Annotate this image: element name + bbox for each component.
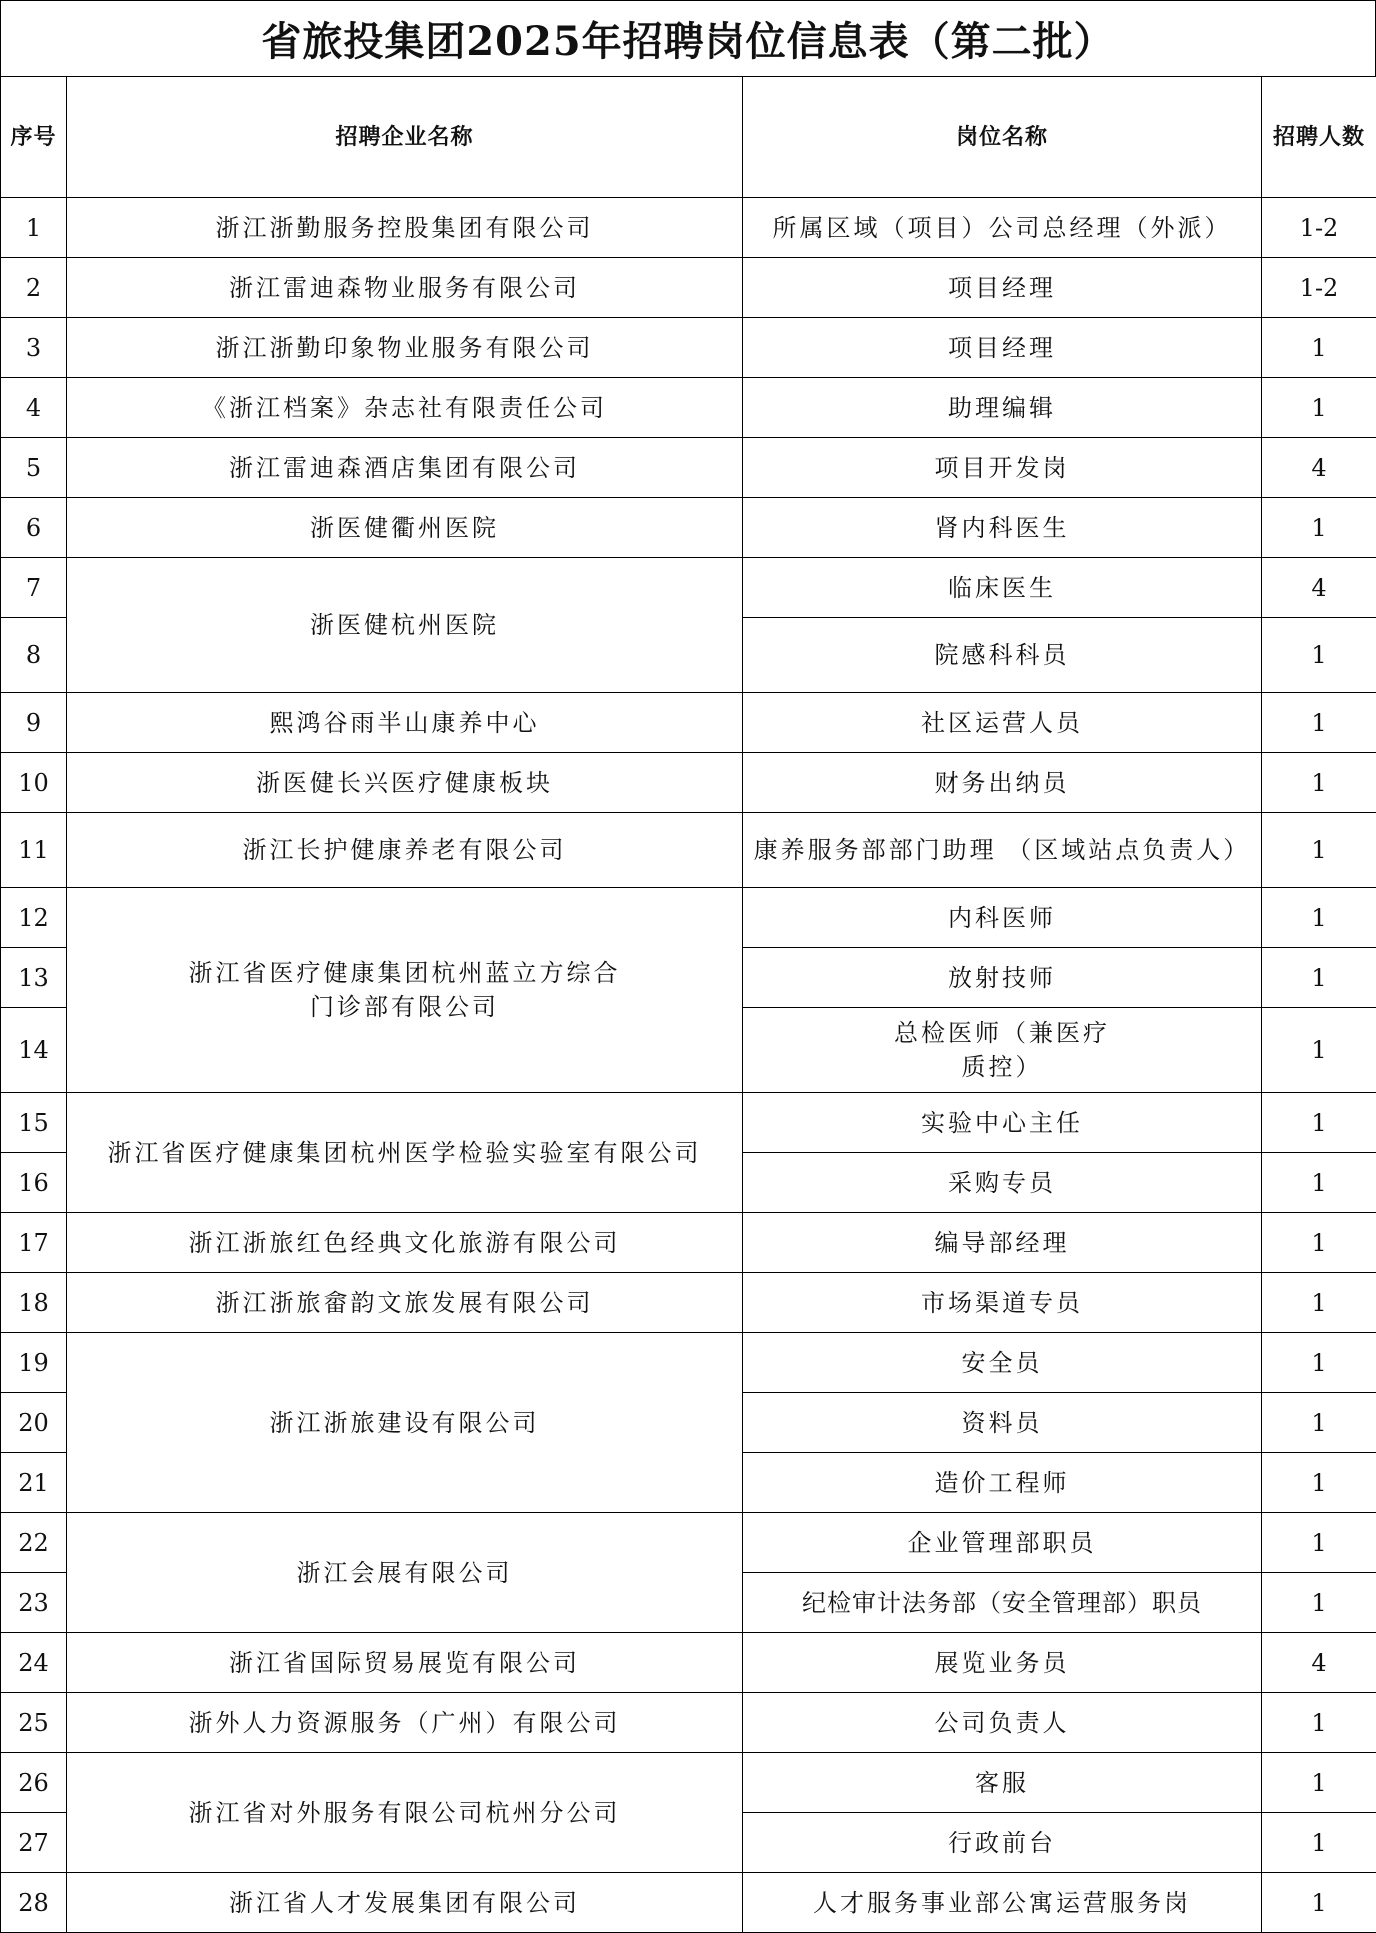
row-count: 1-2 [1262, 198, 1376, 258]
row-position: 助理编辑 [743, 378, 1262, 438]
row-count: 4 [1262, 1633, 1376, 1693]
row-count: 1 [1262, 948, 1376, 1008]
row-seq: 11 [1, 813, 67, 888]
row-company: 浙江浙旅红色经典文化旅游有限公司 [67, 1213, 743, 1273]
row-count: 1 [1262, 753, 1376, 813]
row-position: 实验中心主任 [743, 1093, 1262, 1153]
row-count: 1 [1262, 498, 1376, 558]
row-seq: 9 [1, 693, 67, 753]
table-row [1, 1213, 1376, 1273]
table-row [1, 198, 1376, 258]
row-position: 放射技师 [743, 948, 1262, 1008]
table-row [1, 378, 1376, 438]
row-count: 1 [1262, 1213, 1376, 1273]
row-seq: 13 [1, 948, 67, 1008]
row-company: 浙江浙勤服务控股集团有限公司 [67, 198, 743, 258]
header-count: 招聘人数 [1262, 77, 1376, 198]
row-position: 所属区域（项目）公司总经理（外派） [743, 198, 1262, 258]
row-position: 客服 [743, 1753, 1262, 1813]
table-row [1, 498, 1376, 558]
row-count: 1 [1262, 1153, 1376, 1213]
row-count: 1 [1262, 1333, 1376, 1393]
row-count: 1 [1262, 1273, 1376, 1333]
row-position: 企业管理部职员 [743, 1513, 1262, 1573]
row-seq: 24 [1, 1633, 67, 1693]
row-count: 1 [1262, 1393, 1376, 1453]
row-company: 熙鸿谷雨半山康养中心 [67, 693, 743, 753]
row-position: 安全员 [743, 1333, 1262, 1393]
row-seq: 4 [1, 378, 67, 438]
table-row [1, 258, 1376, 318]
row-position: 财务出纳员 [743, 753, 1262, 813]
row-company: 浙江长护健康养老有限公司 [67, 813, 743, 888]
row-position: 内科医师 [743, 888, 1262, 948]
row-company: 浙江会展有限公司 [67, 1513, 743, 1633]
row-company: 浙江雷迪森物业服务有限公司 [67, 258, 743, 318]
row-company: 浙医健衢州医院 [67, 498, 743, 558]
row-seq: 17 [1, 1213, 67, 1273]
row-company: 浙江浙旅建设有限公司 [67, 1333, 743, 1513]
row-count: 1 [1262, 1873, 1376, 1933]
row-position: 展览业务员 [743, 1633, 1262, 1693]
row-count: 1-2 [1262, 258, 1376, 318]
table-row [1, 813, 1376, 888]
row-seq: 7 [1, 558, 67, 618]
table-row [1, 318, 1376, 378]
row-position: 行政前台 [743, 1813, 1262, 1873]
row-seq: 25 [1, 1693, 67, 1753]
table-row [1, 1693, 1376, 1753]
table-row [1, 753, 1376, 813]
row-seq: 19 [1, 1333, 67, 1393]
table-row [1, 1333, 1376, 1393]
row-company: 浙江省人才发展集团有限公司 [67, 1873, 743, 1933]
row-position: 资料员 [743, 1393, 1262, 1453]
header-company: 招聘企业名称 [67, 77, 743, 198]
row-company: 浙江省医疗健康集团杭州医学检验实验室有限公司 [67, 1093, 743, 1213]
row-seq: 18 [1, 1273, 67, 1333]
row-seq: 5 [1, 438, 67, 498]
row-count: 1 [1262, 1513, 1376, 1573]
row-company: 浙江省国际贸易展览有限公司 [67, 1633, 743, 1693]
table-row [1, 558, 1376, 618]
row-company: 浙外人力资源服务（广州）有限公司 [67, 1693, 743, 1753]
row-position: 项目开发岗 [743, 438, 1262, 498]
row-position: 社区运营人员 [743, 693, 1262, 753]
header-position: 岗位名称 [743, 77, 1262, 198]
table-row [1, 1513, 1376, 1573]
page-title: 省旅投集团2025年招聘岗位信息表（第二批） [0, 0, 1376, 76]
table-row [1, 1273, 1376, 1333]
row-position: 人才服务事业部公寓运营服务岗 [743, 1873, 1262, 1933]
row-count: 4 [1262, 438, 1376, 498]
row-position: 院感科科员 [743, 618, 1262, 693]
table-row [1, 438, 1376, 498]
table-row [1, 1873, 1376, 1933]
row-seq: 27 [1, 1813, 67, 1873]
row-seq: 20 [1, 1393, 67, 1453]
row-count: 1 [1262, 693, 1376, 753]
row-count: 1 [1262, 1693, 1376, 1753]
row-company: 浙江省对外服务有限公司杭州分公司 [67, 1753, 743, 1873]
row-count: 4 [1262, 558, 1376, 618]
row-seq: 16 [1, 1153, 67, 1213]
row-count: 1 [1262, 618, 1376, 693]
header-seq: 序号 [1, 77, 67, 198]
table-row [1, 1633, 1376, 1693]
row-count: 1 [1262, 813, 1376, 888]
row-position: 编导部经理 [743, 1213, 1262, 1273]
row-count: 1 [1262, 1573, 1376, 1633]
table-row [1, 888, 1376, 948]
row-company: 浙江省医疗健康集团杭州蓝立方综合门诊部有限公司 [67, 888, 743, 1093]
row-count: 1 [1262, 1453, 1376, 1513]
row-seq: 14 [1, 1008, 67, 1093]
row-company: 浙江雷迪森酒店集团有限公司 [67, 438, 743, 498]
row-position: 市场渠道专员 [743, 1273, 1262, 1333]
row-count: 1 [1262, 378, 1376, 438]
row-seq: 28 [1, 1873, 67, 1933]
row-seq: 10 [1, 753, 67, 813]
header-row [1, 77, 1376, 198]
table-row [1, 1753, 1376, 1813]
row-seq: 22 [1, 1513, 67, 1573]
row-position: 项目经理 [743, 318, 1262, 378]
row-count: 1 [1262, 318, 1376, 378]
row-company: 浙江浙勤印象物业服务有限公司 [67, 318, 743, 378]
row-company: 浙医健长兴医疗健康板块 [67, 753, 743, 813]
row-count: 1 [1262, 1093, 1376, 1153]
row-seq: 23 [1, 1573, 67, 1633]
row-seq: 15 [1, 1093, 67, 1153]
table-row [1, 693, 1376, 753]
row-position: 纪检审计法务部（安全管理部）职员 [743, 1573, 1262, 1633]
positions-table [0, 76, 1376, 1933]
row-seq: 1 [1, 198, 67, 258]
row-seq: 6 [1, 498, 67, 558]
table-row [1, 1093, 1376, 1153]
row-position: 临床医生 [743, 558, 1262, 618]
row-company: 浙医健杭州医院 [67, 558, 743, 693]
row-company: 《浙江档案》杂志社有限责任公司 [67, 378, 743, 438]
row-position: 造价工程师 [743, 1453, 1262, 1513]
row-position: 康养服务部部门助理 （区域站点负责人） [743, 813, 1262, 888]
row-seq: 8 [1, 618, 67, 693]
row-count: 1 [1262, 1008, 1376, 1093]
row-seq: 21 [1, 1453, 67, 1513]
row-seq: 26 [1, 1753, 67, 1813]
row-count: 1 [1262, 1813, 1376, 1873]
row-position: 公司负责人 [743, 1693, 1262, 1753]
row-seq: 12 [1, 888, 67, 948]
row-position: 采购专员 [743, 1153, 1262, 1213]
row-count: 1 [1262, 888, 1376, 948]
row-count: 1 [1262, 1753, 1376, 1813]
row-position: 总检医师（兼医疗质控） [743, 1008, 1262, 1093]
row-seq: 3 [1, 318, 67, 378]
row-company: 浙江浙旅畲韵文旅发展有限公司 [67, 1273, 743, 1333]
row-position: 项目经理 [743, 258, 1262, 318]
row-seq: 2 [1, 258, 67, 318]
row-position: 肾内科医生 [743, 498, 1262, 558]
